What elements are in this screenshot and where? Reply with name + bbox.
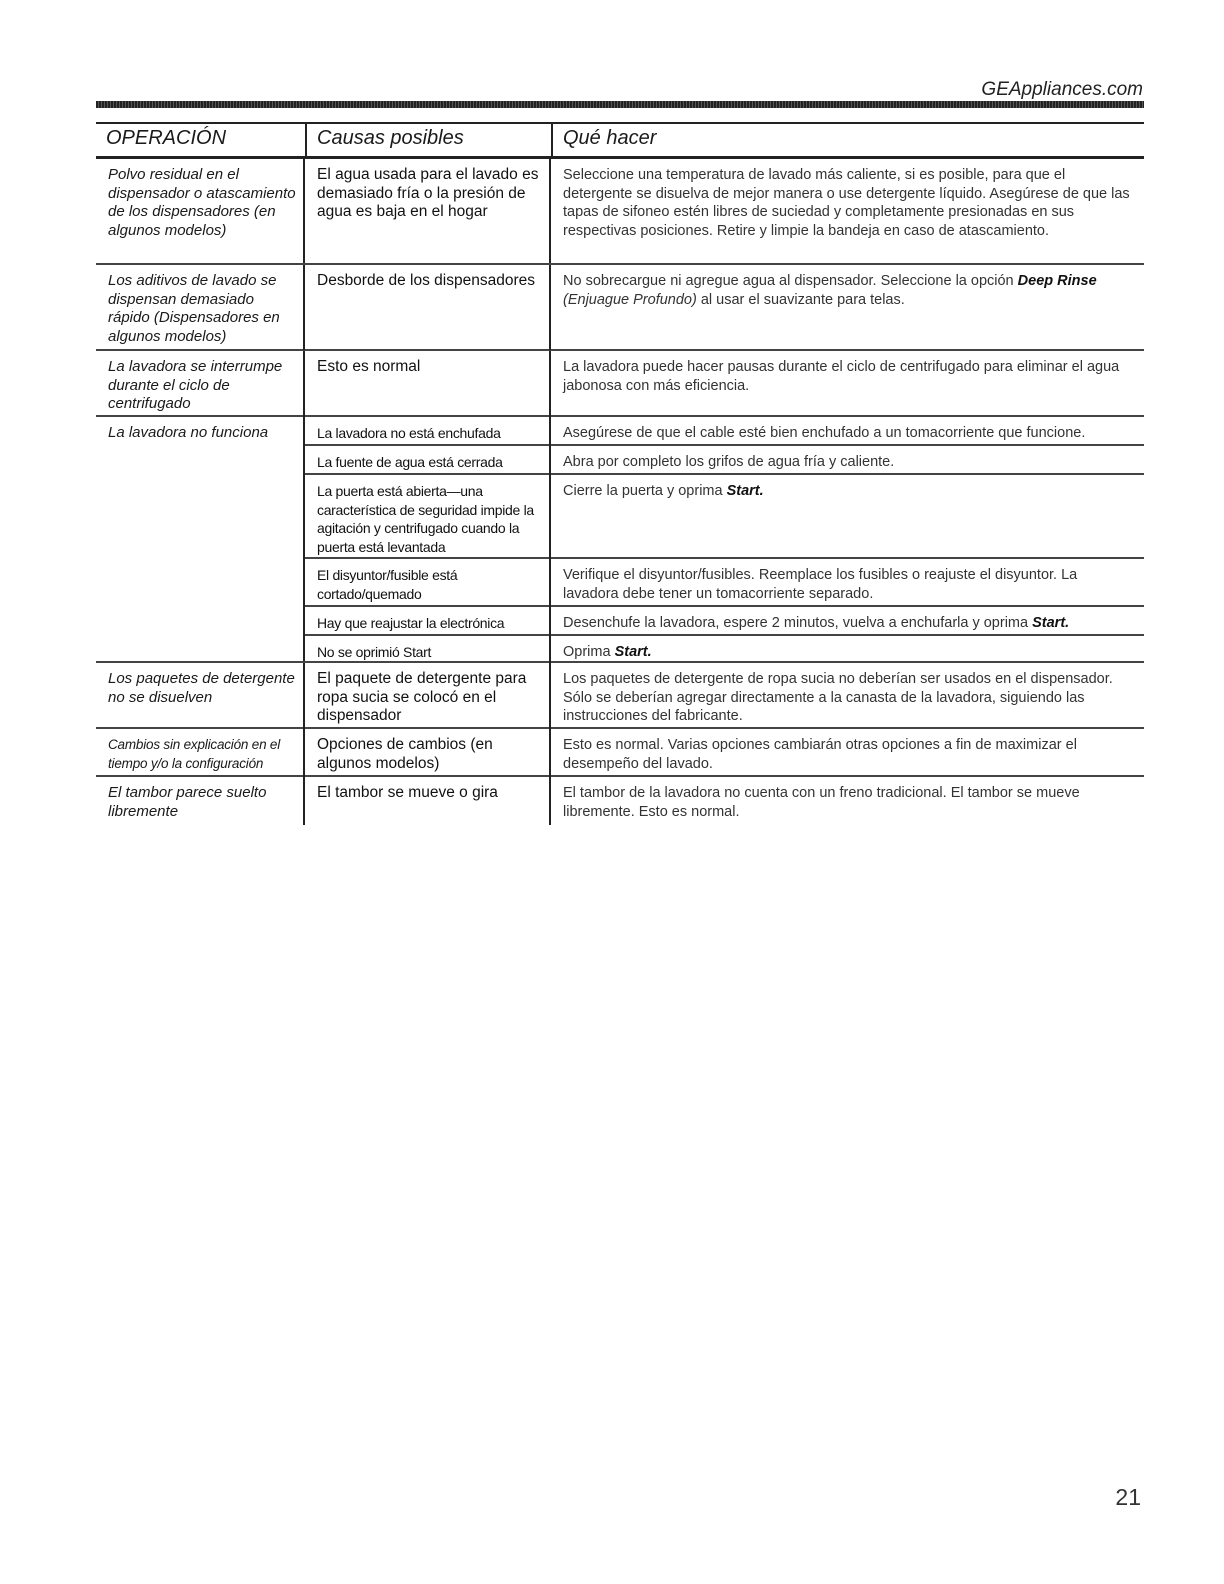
cause-cell: La fuente de agua está cerrada bbox=[305, 446, 551, 476]
action-cell: Esto es normal. Varias opciones cambiarán otras opciones a fin de maximizar el desempeño del lavado. bbox=[563, 737, 1077, 772]
cause-row bbox=[305, 159, 1144, 263]
column-header-actions: Qué hacer bbox=[551, 124, 1144, 156]
action-cell bbox=[551, 265, 1144, 350]
action-cell: Seleccione una temperatura de lavado más caliente, si es posible, para que el detergente se disuelva de mejor manera o use detergente líquido. Asegúrese de que las tapas de sifoneo estén libres de suciedad y completamente presionadas en sus respectivas posiciones. Retire y limpie la bandeja en caso de atascamiento. bbox=[563, 167, 1130, 239]
action-cell bbox=[551, 607, 1144, 637]
cause-cell: El tambor se mueve o gira bbox=[305, 777, 551, 825]
problem-cell: La lavadora no funciona bbox=[96, 417, 305, 661]
cause-row bbox=[305, 559, 1144, 607]
start-label: Start. bbox=[614, 644, 652, 660]
option-translation: (Enjuague Profundo) bbox=[563, 291, 697, 308]
troubleshooting-table bbox=[96, 122, 1144, 823]
cause-row bbox=[305, 607, 1144, 636]
cause-cell: Desborde de los dispensadores bbox=[305, 265, 551, 350]
cause-cell: Esto es normal bbox=[305, 351, 551, 418]
cause-cell: El paquete de detergente para ropa sucia se colocó en el dispensador bbox=[305, 663, 551, 730]
cause-cell: La puerta está abierta—una característica de seguridad impide la agitación y centrifugado cuando la puerta está levantada bbox=[305, 475, 551, 560]
table-row bbox=[96, 729, 1144, 777]
option-name: Deep Rinse bbox=[1017, 273, 1097, 289]
site-url: GEAppliances.com bbox=[981, 79, 1143, 100]
cause-cell: El disyuntor/fusible está cortado/quemado bbox=[305, 559, 551, 607]
problem-cell: Los paquetes de detergente no se disuelven bbox=[96, 663, 305, 730]
table-row bbox=[96, 663, 1144, 729]
problem-cell: El tambor parece suelto libremente bbox=[96, 777, 305, 825]
action-text: Desenchufe la lavadora, espere 2 minutos, vuelva a enchufarla y oprima bbox=[563, 615, 1033, 631]
table-row bbox=[96, 351, 1144, 417]
header-rule bbox=[96, 101, 1144, 108]
action-cell: Abra por completo los grifos de agua fría y caliente. bbox=[563, 454, 895, 470]
page-number: 21 bbox=[1115, 1484, 1141, 1510]
cause-row bbox=[305, 636, 1144, 661]
action-cell: Verifique el disyuntor/fusibles. Reemplace los fusibles o reajuste el disyuntor. La lavadora debe tener un tomacorriente separado. bbox=[563, 567, 1078, 602]
action-cell: Asegúrese de que el cable esté bien enchufado a un tomacorriente que funcione. bbox=[563, 425, 1086, 441]
start-label: Start. bbox=[726, 483, 764, 499]
table-row bbox=[96, 265, 1144, 351]
action-cell bbox=[551, 636, 1144, 666]
action-cell: Los paquetes de detergente de ropa sucia no deberían ser usados en el dispensador. Sólo se deberían agregar directamente a la canasta de la lavadora, siguiendo las instrucciones del fabricante. bbox=[563, 671, 1113, 724]
action-cell: La lavadora puede hacer pausas durante el ciclo de centrifugado para eliminar el agua jabonosa con más eficiencia. bbox=[563, 359, 1120, 394]
cause-row bbox=[305, 729, 1144, 777]
problem-cell: Cambios sin explicación en el tiempo y/o la configuración bbox=[96, 729, 305, 777]
cause-row bbox=[305, 417, 1144, 446]
action-text: al usar el suavizante para telas. bbox=[696, 291, 905, 308]
cause-cell: Opciones de cambios (en algunos modelos) bbox=[305, 729, 551, 777]
cause-cell: El agua usada para el lavado es demasiado fría o la presión de agua es baja en el hogar bbox=[305, 159, 551, 263]
action-cell: El tambor de la lavadora no cuenta con un freno tradicional. El tambor se mueve libremente. Esto es normal. bbox=[563, 785, 1080, 820]
column-header-operation: OPERACIÓN bbox=[106, 127, 227, 149]
cause-row bbox=[305, 446, 1144, 475]
problem-cell: La lavadora se interrumpe durante el ciclo de centrifugado bbox=[96, 351, 305, 418]
column-header-causes: Causas posibles bbox=[305, 124, 551, 156]
table-header bbox=[96, 122, 1144, 159]
action-text: Cierre la puerta y oprima bbox=[563, 483, 727, 499]
cause-row bbox=[305, 265, 1144, 350]
cause-row bbox=[305, 351, 1144, 418]
table-row bbox=[96, 417, 1144, 663]
action-cell bbox=[551, 475, 1144, 560]
cause-row bbox=[305, 663, 1144, 730]
cause-cell: No se oprimió Start bbox=[305, 636, 551, 666]
problem-cell: Polvo residual en el dispensador o atascamiento de los dispensadores (en algunos modelos) bbox=[96, 159, 305, 263]
table-row bbox=[96, 159, 1144, 265]
action-text: Oprima bbox=[563, 644, 615, 660]
problem-cell: Los aditivos de lavado se dispensan demasiado rápido (Dispensadores en algunos modelos) bbox=[96, 265, 305, 350]
cause-cell: La lavadora no está enchufada bbox=[305, 417, 551, 447]
table-row bbox=[96, 777, 1144, 823]
cause-row bbox=[305, 475, 1144, 559]
cause-cell: Hay que reajustar la electrónica bbox=[305, 607, 551, 637]
action-text: No sobrecargue ni agregue agua al dispensador. Seleccione la opción bbox=[563, 273, 1018, 289]
cause-row bbox=[305, 777, 1144, 825]
start-label: Start. bbox=[1032, 615, 1070, 631]
